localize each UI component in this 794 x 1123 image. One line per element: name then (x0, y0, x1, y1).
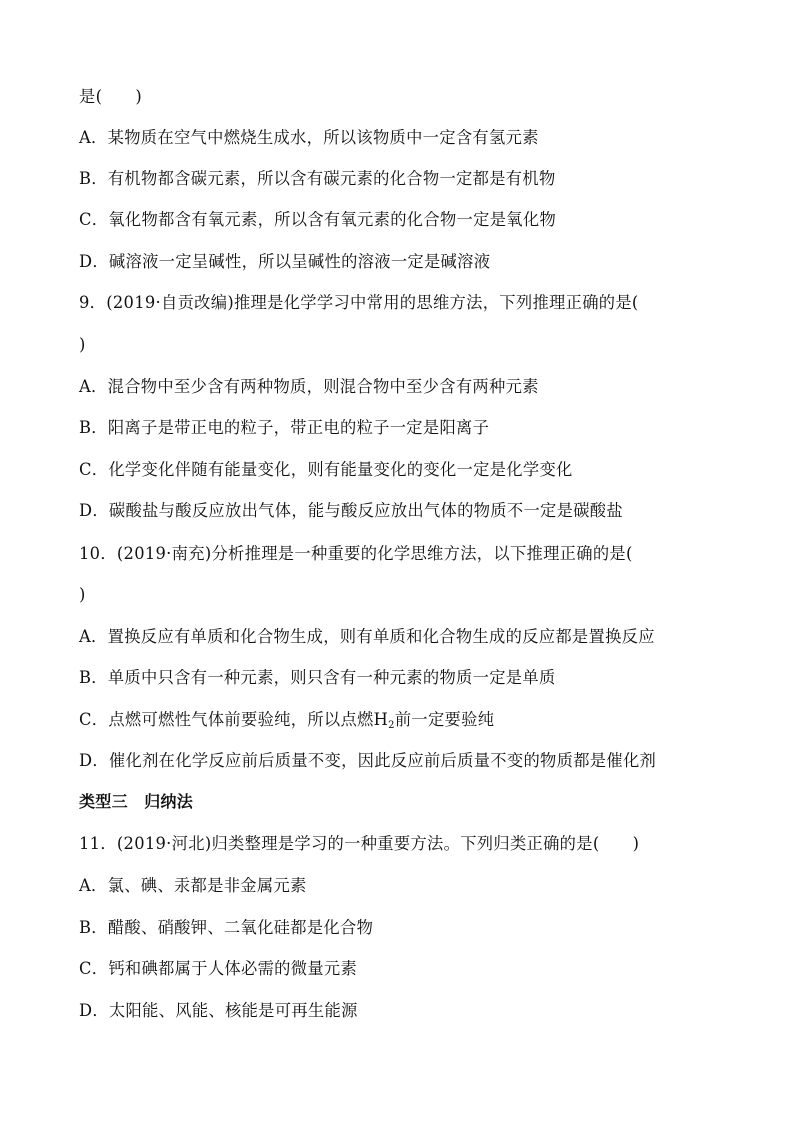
q10-option-c (79, 709, 494, 731)
q9-option-d: D．碳酸盐与酸反应放出气体，能与酸反应放出气体的物质不一定是碳酸盐 (79, 501, 623, 520)
q10-option-a: A．置换反应有单质和化合物生成，则有单质和化合物生成的反应都是置换反应 (79, 627, 655, 646)
q9-option-b: B．阳离子是带正电的粒子，带正电的粒子一定是阳离子 (79, 418, 490, 437)
q11-option-d: D．太阳能、风能、核能是可再生能源 (79, 1001, 358, 1020)
q9-stem-line2: ) (79, 335, 86, 354)
q10-option-c-text-end: 前一定要验纯 (394, 710, 495, 729)
q8-stem-tail: 是( ) (79, 87, 143, 106)
q8-option-b: B．有机物都含碳元素，所以含有碳元素的化合物一定都是有机物 (79, 169, 556, 188)
q9-stem-line1: 9．(2019·自贡改编)推理是化学学习中常用的思维方法，下列推理正确的是( (79, 293, 639, 312)
q8-option-a: A．某物质在空气中燃烧生成水，所以该物质中一定含有氢元素 (79, 128, 539, 147)
q9-option-c: C．化学变化伴随有能量变化，则有能量变化的变化一定是化学变化 (79, 460, 573, 479)
q9-option-a: A．混合物中至少含有两种物质，则混合物中至少含有两种元素 (79, 377, 539, 396)
q8-option-d: D．碱溶液一定呈碱性，所以呈碱性的溶液一定是碱溶液 (79, 252, 491, 271)
q11-option-a: A．氯、碘、汞都是非金属元素 (79, 876, 307, 895)
q8-option-c: C．氧化物都含有氧元素，所以含有氧元素的化合物一定是氧化物 (79, 210, 557, 229)
q10-stem-line1: 10．(2019·南充)分析推理是一种重要的化学思维方法，以下推理正确的是( (79, 544, 633, 563)
q11-option-b: B．醋酸、硝酸钾、二氧化硅都是化合物 (79, 918, 374, 937)
q11-option-c: C．钙和碘都属于人体必需的微量元素 (79, 959, 358, 978)
q10-option-c-text: C．点燃可燃性气体前要验纯，所以点燃H (79, 710, 389, 729)
q10-option-d: D．催化剂在化学反应前后质量不变，因此反应前后质量不变的物质都是催化剂 (79, 751, 657, 770)
section-title: 类型三 归纳法 (79, 792, 194, 811)
q10-stem-line2: ) (79, 585, 86, 604)
subscript-2: 2 (388, 720, 395, 731)
q11-stem: 11．(2019·河北)归类整理是学习的一种重要方法。下列归类正确的是( ) (79, 834, 640, 853)
q10-option-b: B．单质中只含有一种元素，则只含有一种元素的物质一定是单质 (79, 668, 556, 687)
